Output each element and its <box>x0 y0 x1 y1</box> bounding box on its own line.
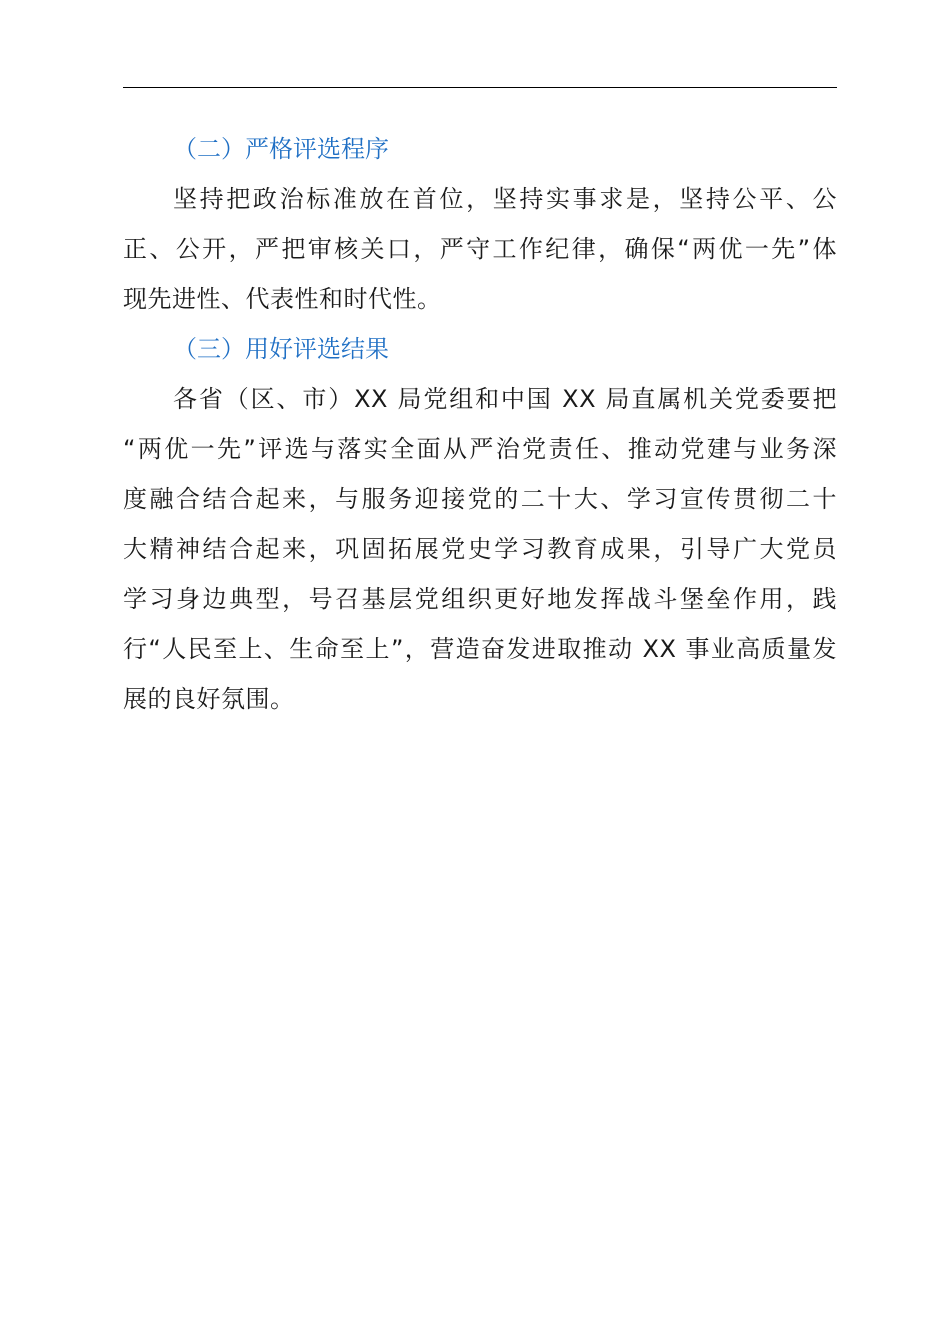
paragraph-line: 展的良好氛围。 <box>123 685 295 713</box>
paragraph-line: 现先进性、代表性和时代性。 <box>123 285 442 313</box>
paragraph-line: 大精神结合起来，巩固拓展党史学习教育成果，引导广大党员 <box>123 535 837 563</box>
paragraph-line: 坚持把政治标准放在首位，坚持实事求是，坚持公平、公 <box>173 185 837 213</box>
paragraph-line: 正、公开，严把审核关口，严守工作纪律，确保“两优一先”体 <box>123 235 837 263</box>
paragraph-line: 行“人民至上、生命至上”，营造奋发进取推动 XX 事业高质量发 <box>123 635 837 663</box>
paragraph-line: 学习身边典型，号召基层党组织更好地发挥战斗堡垒作用，践 <box>123 585 837 613</box>
paragraph-line: 各省（区、市）XX 局党组和中国 XX 局直属机关党委要把 <box>173 385 837 413</box>
paragraph-line: “两优一先”评选与落实全面从严治党责任、推动党建与业务深 <box>123 435 837 463</box>
section-heading-strict-selection: （二）严格评选程序 <box>173 135 389 163</box>
paragraph-strict-selection <box>123 174 837 324</box>
header-rule <box>123 87 837 88</box>
section-heading-use-results: （三）用好评选结果 <box>173 335 389 363</box>
document-body <box>123 124 837 724</box>
paragraph-line: 度融合结合起来，与服务迎接党的二十大、学习宣传贯彻二十 <box>123 485 837 513</box>
paragraph-use-results <box>123 374 837 724</box>
